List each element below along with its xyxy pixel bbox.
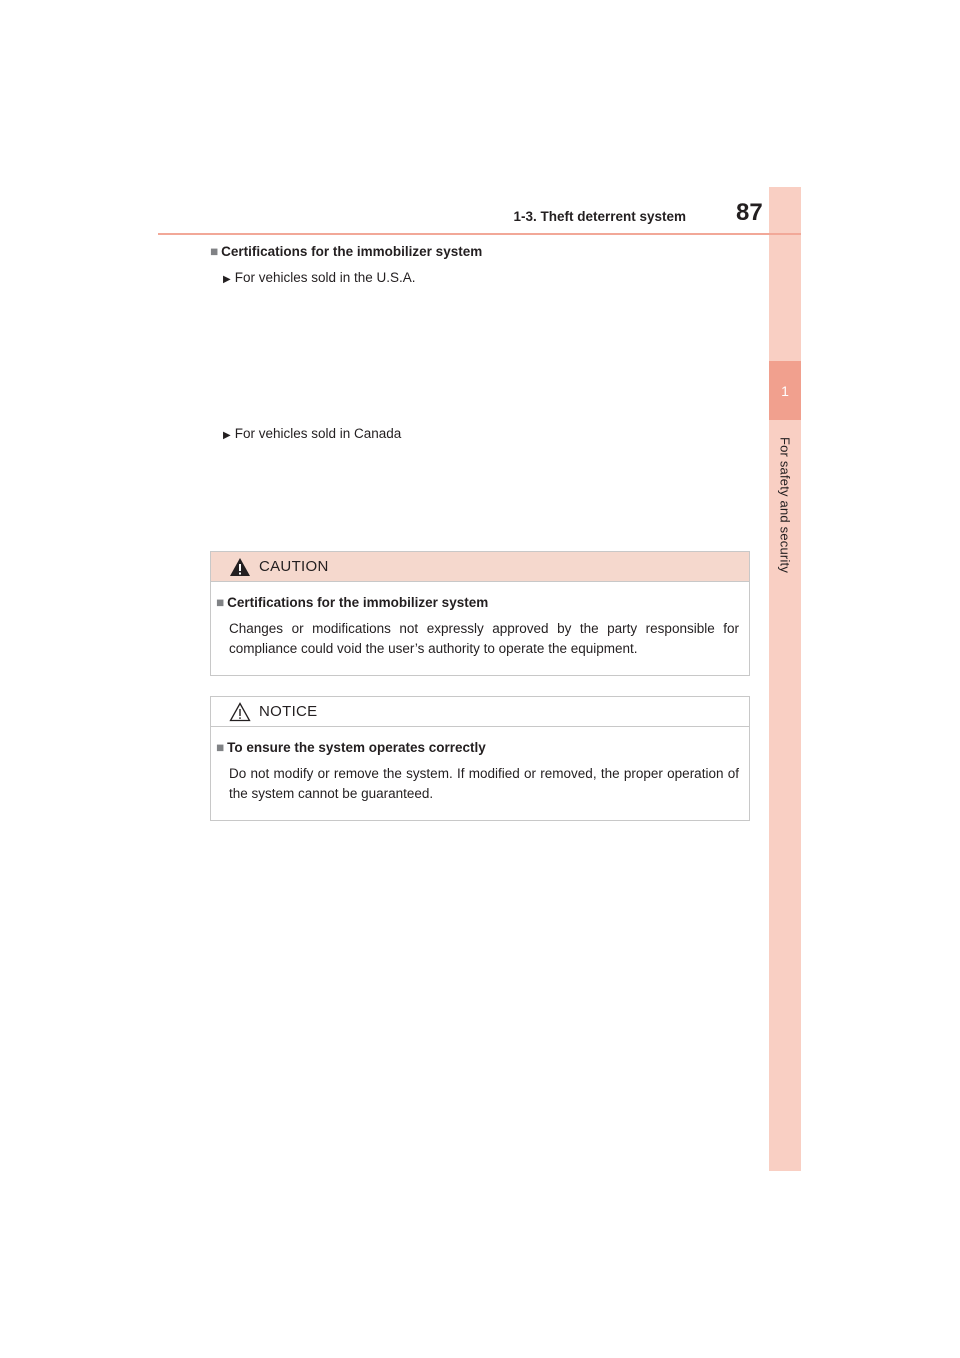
caution-text: Changes or modifications not expressly approved by the party responsible for compliance could void the user’s authority to operate the equipment. xyxy=(229,621,739,656)
list-item xyxy=(223,426,401,441)
notice-title: NOTICE xyxy=(259,703,318,720)
caution-body xyxy=(211,582,749,675)
triangle-right-icon: ▶ xyxy=(223,274,231,285)
chapter-number: 1 xyxy=(769,361,801,420)
section-heading xyxy=(210,244,482,259)
list-item-text: For vehicles sold in Canada xyxy=(234,426,402,441)
caution-heading-text: Certifications for the immobilizer system xyxy=(227,595,489,610)
warning-icon xyxy=(229,557,251,577)
chapter-title: For safety and security xyxy=(777,436,793,574)
notice-heading xyxy=(216,740,739,755)
section-heading-text: Certifications for the immobilizer system xyxy=(221,244,483,259)
square-bullet-icon: ■ xyxy=(210,244,219,259)
caution-header xyxy=(211,552,749,582)
list-item-text: For vehicles sold in the U.S.A. xyxy=(234,270,416,285)
triangle-right-icon: ▶ xyxy=(223,430,231,441)
side-tab xyxy=(769,187,801,1171)
notice-text: Do not modify or remove the system. If modified or removed, the proper operation of the system cannot be guaranteed. xyxy=(229,766,739,801)
notice-header xyxy=(211,697,749,727)
notice-box xyxy=(210,696,750,821)
square-bullet-icon: ■ xyxy=(216,595,225,610)
section-title: 1-3. Theft deterrent system xyxy=(513,209,686,224)
notice-body xyxy=(211,727,749,820)
caution-box xyxy=(210,551,750,676)
page-number: 87 xyxy=(736,199,763,226)
caution-title: CAUTION xyxy=(259,558,329,575)
warning-outline-icon xyxy=(229,702,251,722)
list-item xyxy=(223,270,416,285)
square-bullet-icon: ■ xyxy=(216,740,225,755)
caution-heading xyxy=(216,595,739,610)
header-rule xyxy=(158,233,801,235)
notice-heading-text: To ensure the system operates correctly xyxy=(227,740,486,755)
